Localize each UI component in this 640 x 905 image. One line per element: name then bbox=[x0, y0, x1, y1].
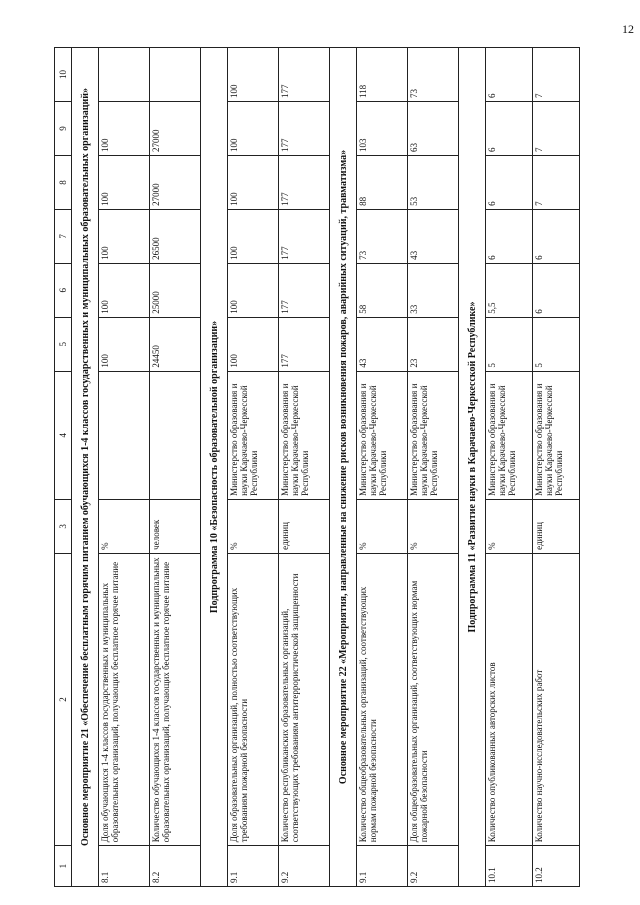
row-number: 9.1 bbox=[228, 846, 279, 887]
section-title: Основное мероприятие 22 «Мероприятия, направленные на снижение рисков возникновения пожаров, аварийных ситуаций, травматизма» bbox=[330, 48, 357, 887]
value-cell: 73 bbox=[357, 209, 408, 263]
value-cell: 6 bbox=[486, 102, 533, 156]
column-number: 8 bbox=[55, 155, 72, 209]
indicator-name: Доля обучающихся 1-4 классов государственных и муниципальных образовательных организаций, получающих бесплатное горячее питание bbox=[99, 553, 150, 845]
value-cell: 27000 bbox=[150, 155, 201, 209]
executor: Министерство образования и науки Карачаево-Черкесской Республики bbox=[357, 371, 408, 499]
value-cell: 100 bbox=[228, 317, 279, 371]
column-number: 9 bbox=[55, 102, 72, 156]
table-row bbox=[357, 48, 408, 887]
section-title: Подпрограмма 11 «Развитие науки в Карачаево-Черкесской Республике» bbox=[459, 48, 486, 887]
value-cell: 88 bbox=[357, 155, 408, 209]
value-cell: 7 bbox=[533, 48, 580, 102]
value-cell: 100 bbox=[99, 155, 150, 209]
value-cell: 25000 bbox=[150, 263, 201, 317]
table-row bbox=[150, 48, 201, 887]
column-number-row bbox=[55, 48, 72, 887]
section-title: Основное мероприятие 21 «Обеспечение бесплатным горячим питанием обучающихся 1-4 классов государственных и муниципальных образовательных организаций» bbox=[72, 48, 99, 887]
section-row bbox=[330, 48, 357, 887]
section-title: Подпрограмма 10 «Безопасность образовательной организации» bbox=[201, 48, 228, 887]
value-cell: 100 bbox=[228, 102, 279, 156]
table-row bbox=[228, 48, 279, 887]
column-number: 3 bbox=[55, 499, 72, 553]
unit: % bbox=[99, 499, 150, 553]
value-cell: 100 bbox=[99, 102, 150, 156]
table-row bbox=[99, 48, 150, 887]
row-number: 10.1 bbox=[486, 846, 533, 887]
value-cell: 177 bbox=[279, 263, 330, 317]
value-cell: 33 bbox=[408, 263, 459, 317]
executor: Министерство образования и науки Карачаево-Черкесской Республики bbox=[279, 371, 330, 499]
rotated-page bbox=[54, 47, 599, 887]
value-cell bbox=[150, 48, 201, 102]
value-cell: 177 bbox=[279, 155, 330, 209]
unit: % bbox=[486, 499, 533, 553]
value-cell: 53 bbox=[408, 155, 459, 209]
column-number: 6 bbox=[55, 263, 72, 317]
value-cell: 100 bbox=[99, 209, 150, 263]
value-cell: 100 bbox=[228, 155, 279, 209]
section-row bbox=[201, 48, 228, 887]
value-cell: 73 bbox=[408, 48, 459, 102]
indicator-name: Количество обучающихся 1-4 классов государственных и муниципальных образовательных организаций, получающих бесплатное горячее питание bbox=[150, 553, 201, 845]
value-cell: 5 bbox=[533, 317, 580, 371]
row-number: 9.2 bbox=[408, 846, 459, 887]
value-cell: 5,5 bbox=[486, 263, 533, 317]
value-cell: 100 bbox=[228, 48, 279, 102]
indicator-name: Количество научно-исследовательских работ bbox=[533, 553, 580, 845]
column-number: 7 bbox=[55, 209, 72, 263]
column-number: 4 bbox=[55, 371, 72, 499]
value-cell: 58 bbox=[357, 263, 408, 317]
row-number: 9.1 bbox=[357, 846, 408, 887]
row-number: 9.2 bbox=[279, 846, 330, 887]
value-cell: 177 bbox=[279, 102, 330, 156]
value-cell: 27000 bbox=[150, 102, 201, 156]
value-cell: 103 bbox=[357, 102, 408, 156]
value-cell: 100 bbox=[228, 209, 279, 263]
value-cell: 5 bbox=[486, 317, 533, 371]
value-cell: 100 bbox=[99, 317, 150, 371]
value-cell: 6 bbox=[486, 48, 533, 102]
executor: Министерство образования и науки Карачаево-Черкесской Республики bbox=[486, 371, 533, 499]
value-cell: 100 bbox=[99, 263, 150, 317]
value-cell: 63 bbox=[408, 102, 459, 156]
executor: Министерство образования и науки Карачаево-Черкесской Республики bbox=[533, 371, 580, 499]
executor bbox=[99, 371, 150, 499]
indicator-name: Доля общеобразовательных организаций, соответствующих нормам пожарной безопасности bbox=[408, 553, 459, 845]
value-cell: 43 bbox=[408, 209, 459, 263]
unit: % bbox=[357, 499, 408, 553]
unit: единиц bbox=[279, 499, 330, 553]
column-number: 5 bbox=[55, 317, 72, 371]
table-row bbox=[486, 48, 533, 887]
column-number: 2 bbox=[55, 553, 72, 845]
value-cell: 24450 bbox=[150, 317, 201, 371]
value-cell: 6 bbox=[486, 155, 533, 209]
unit: человек bbox=[150, 499, 201, 553]
table-row bbox=[533, 48, 580, 887]
value-cell: 6 bbox=[486, 209, 533, 263]
value-cell: 26500 bbox=[150, 209, 201, 263]
unit: единиц bbox=[533, 499, 580, 553]
column-number: 10 bbox=[55, 48, 72, 102]
page-number: 12 bbox=[622, 22, 634, 36]
value-cell: 177 bbox=[279, 317, 330, 371]
value-cell: 177 bbox=[279, 48, 330, 102]
indicator-name: Количество общеобразовательных организаций, соответствующих нормам пожарной безопасности bbox=[357, 553, 408, 845]
row-number: 8.2 bbox=[150, 846, 201, 887]
section-row bbox=[72, 48, 99, 887]
value-cell: 177 bbox=[279, 209, 330, 263]
table-row bbox=[279, 48, 330, 887]
executor: Министерство образования и науки Карачаево-Черкесской Республики bbox=[408, 371, 459, 499]
indicator-name: Количество опубликованных авторских листов bbox=[486, 553, 533, 845]
value-cell: 6 bbox=[533, 263, 580, 317]
indicator-name: Количество республиканских образовательных организаций, соответствующих требованиям антитеррористической защищенности bbox=[279, 553, 330, 845]
unit: % bbox=[228, 499, 279, 553]
value-cell: 7 bbox=[533, 102, 580, 156]
value-cell bbox=[99, 48, 150, 102]
unit: % bbox=[408, 499, 459, 553]
value-cell: 118 bbox=[357, 48, 408, 102]
table-row bbox=[408, 48, 459, 887]
indicators-table bbox=[54, 47, 580, 887]
indicator-name: Доля образовательных организаций, полностью соответствующих требованиям пожарной безопасности bbox=[228, 553, 279, 845]
executor: Министерство образования и науки Карачаево-Черкесской Республики bbox=[228, 371, 279, 499]
section-row bbox=[459, 48, 486, 887]
column-number: 1 bbox=[55, 846, 72, 887]
row-number: 8.1 bbox=[99, 846, 150, 887]
row-number: 10.2 bbox=[533, 846, 580, 887]
value-cell: 7 bbox=[533, 155, 580, 209]
value-cell: 23 bbox=[408, 317, 459, 371]
value-cell: 100 bbox=[228, 263, 279, 317]
executor bbox=[150, 371, 201, 499]
value-cell: 43 bbox=[357, 317, 408, 371]
value-cell: 6 bbox=[533, 209, 580, 263]
